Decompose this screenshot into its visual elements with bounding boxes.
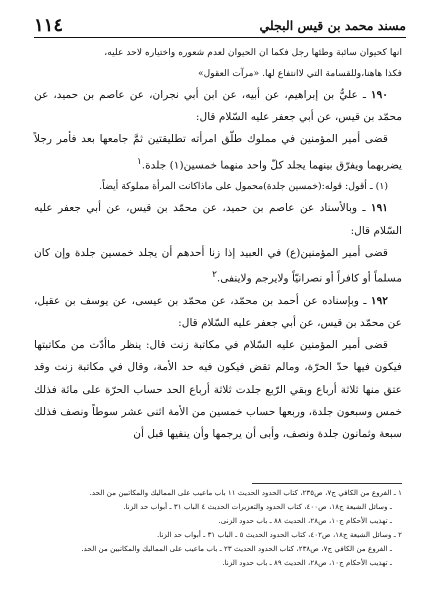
hadith-isnad: ـ عليُّ بن إبراهيم، عن أبيه، عن ابن أبي نجران، عن عاصم بن حميد، عن محمّد بن قيس، عن أبي جعفر عليه السّلام قال: — [34, 89, 402, 124]
intro-line-2: فكذا هاهنا،وللقسامة التي لاانتفاع لها. «مرآت العقول» — [197, 68, 402, 79]
footnote-2-source-3: ـ تهذيب الأحكام ج١٠، ص٢٨، الحديث ٨٩ ـ باب حدود الزنا. — [222, 557, 392, 567]
hadith-matn: قضى أمير المؤمنين(ع) في العبيد إذا زنا أحدهم أن يجلد خمسين جلدة وإن كان مسلماً أو كافراً أو نصرانيّاً ولايرجم ولاينفى. — [34, 246, 402, 285]
hadith-matn: قضى أمير المؤمنين عليه السّلام في مكاتبة زنت قال: ينظر ماأدّت من مكاتبتها فيكون فيها حدّ الحرّة، ومالم تقض فيكون فيه حد الأمة، وقال في مكاتبة زنت وقد عتق منها ثلاثة أرباع وبقي الرّبع جلدت ثلاثة أرباع الحد حساب الحرّة على مائة فذلك خمس وسبعون جلدة، وربعها حساب خمسين من الأمة اثنى عشر سوطاً ونصف فذلك سبعة وثمانون جلدة ونصف، وأبى أن يرجمها وأن ينفيها قبل أن — [34, 339, 402, 440]
footnote-1-source-1: ١ ـ الفروع من الكافي ج٧، ص٢٣٥، كتاب الحدود الحديث ١١ باب ماعيب على المماليك والمكاتبين من الحد. — [89, 488, 402, 497]
hadith-isnad: ـ وبالأسناد عن عاصم بن حميد، عن محمّد بن قيس، عن أبي جعفر عليه السّلام قال: — [34, 202, 402, 237]
hadith-190-text — [34, 128, 402, 176]
footnote-2-source-1: ٢ ـ وسائل الشيعة ج١٨، ص٤٠٢، كتاب الحدود الحديث ٥ ـ الباب ٣١ ـ أبواب حد الزنا. — [157, 529, 402, 539]
hadith-number: ١٩٠ — [370, 89, 388, 101]
page-number: ١١٤ — [34, 14, 64, 36]
footnote-ref: ٢ — [212, 269, 217, 280]
running-title: مسند محمد بن قيس البجلي — [259, 17, 406, 33]
hadith-192-text — [34, 334, 402, 445]
footnotes — [34, 486, 402, 569]
footnote-1-source-3: ـ تهذيب الأحكام ج١٠، ص٢٨، الحديث ٨٨ ـ باب حدود الزنى. — [218, 515, 392, 525]
running-header — [34, 14, 406, 36]
footnote-2-source-2: ـ الفروع من الكافي ج٧، ص٢٣٨، كتاب الحدود الحديث ٢٣ ـ باب ماعيب على المماليك والمكاتبين من الحد. — [81, 543, 392, 553]
footnote-ref: ١ — [136, 156, 142, 167]
main-text — [34, 42, 402, 445]
footnote-rule — [252, 483, 402, 484]
hadith-190-chain — [34, 84, 402, 128]
hadith-number: ١٩٢ — [370, 294, 388, 307]
intro-commentary — [34, 42, 402, 84]
hadith-matn: قضى أمير المؤمنين في مملوك طلّق امرأته تطليقتين ثمَّ جامعها بعد فأمر رجلاً يضربهما ويفرّق بينهما يجلد كلّ واحد منهما خمسين(١) جلدة. — [34, 133, 402, 172]
hadith-number: ١٩١ — [370, 202, 388, 215]
footnote-1-source-2: ـ وسائل الشيعة ج١٨، ص٤٠٠، كتاب الحدود والتعزيرات الحديث ٤ الباب ٣١ ـ أبواب حد الزنا. — [123, 501, 392, 511]
intro-line-1: انها كحيوان سائبة وطئها رجل فكما ان الحيوان لعدم شعوره واختياره لاحد عليه، — [104, 47, 402, 58]
hadith-191-text — [34, 242, 402, 290]
header-rule — [34, 37, 406, 38]
hadith-isnad: ـ وبإسناده عن أحمد بن محمّد، عن محمّد بن عيسى، عن يوسف بن عقيل، عن محمّد بن قيس، عن أبي جعفر عليه السّلام قال: — [34, 294, 402, 329]
hadith-191-chain — [34, 197, 402, 241]
hadith-192-chain — [34, 290, 402, 334]
editor-note-1: (١) ـ أقول: قوله:(خمسين جلدة)محمول على ماذاكانت المرأة مملوكة أيضاً. — [99, 181, 388, 193]
